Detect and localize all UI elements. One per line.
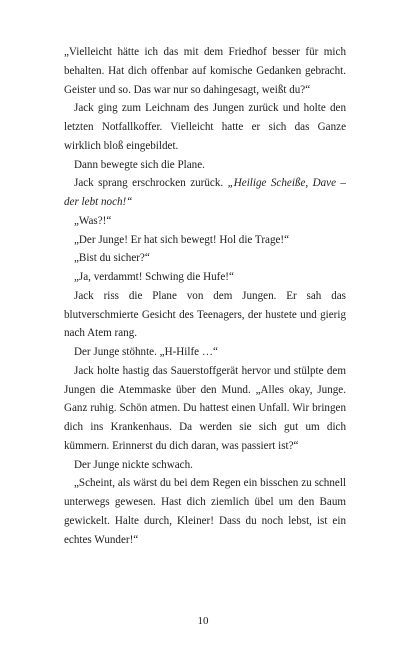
paragraph-9: Jack riss die Plane von dem Jungen. Er sah das blutverschmierte Gesicht des Teenagers, der hustete und gierig nach Atem rang. bbox=[64, 289, 346, 340]
paragraph-2: Jack ging zum Leichnam des Jungen zurück und holte den letzten Notfallkoffer. Vielleicht hatte er sich das Ganze wirklich bloß eingebildet. bbox=[64, 102, 346, 152]
paragraph-4 bbox=[64, 174, 346, 212]
paragraph-8: „Ja, verdammt! Schwing die Hufe!“ bbox=[74, 271, 234, 283]
paragraph-4-italic-text: „Heilige Scheiße, Dave – der lebt noch!“ bbox=[64, 177, 346, 208]
paragraph-10: Der Junge stöhnte. „H-Hilfe …“ bbox=[74, 346, 218, 358]
paragraph-12: Der Junge nickte schwach. bbox=[74, 458, 193, 471]
paragraph-1: „Vielleicht hätte ich das mit dem Friedhof besser für mich behalten. Hat dich offenbar auf komische Gedanken gebracht. Geister und so. Das war nur so dahingesagt, weißt du?“ bbox=[64, 46, 346, 96]
paragraph-7: „Bist du sicher?“ bbox=[74, 252, 150, 265]
paragraph-11: Jack holte hastig das Sauerstoffgerät hervor und stülpte dem Jungen die Atemmaske über den Mund. „Alles okay, Junge. Ganz ruhig. Schön atmen. Du hattest einen Unfall. Wir bringen dich ins Krankenhaus. Da werden sie sich gut um dich kümmern. Erinnerst du dich daran, was passiert ist?“ bbox=[64, 364, 346, 452]
paragraph-6: „Der Junge! Er hat sich bewegt! Hol die Trage!“ bbox=[74, 233, 290, 246]
paragraph-4-text: Jack sprang erschrocken zurück. bbox=[74, 177, 228, 190]
paragraph-3: Dann bewegte sich die Plane. bbox=[74, 158, 205, 171]
paragraph-5: „Was?!“ bbox=[74, 214, 112, 227]
page-body bbox=[64, 43, 346, 603]
page-number: 10 bbox=[197, 615, 209, 627]
paragraph-13: „Scheint, als wärst du bei dem Regen ein bisschen zu schnell unterwegs gewesen. Hast dich ziemlich übel um den Baum gewickelt. Halte durch, Kleiner! Dass du noch lebst, ist ein echtes Wunder!“ bbox=[64, 477, 346, 546]
